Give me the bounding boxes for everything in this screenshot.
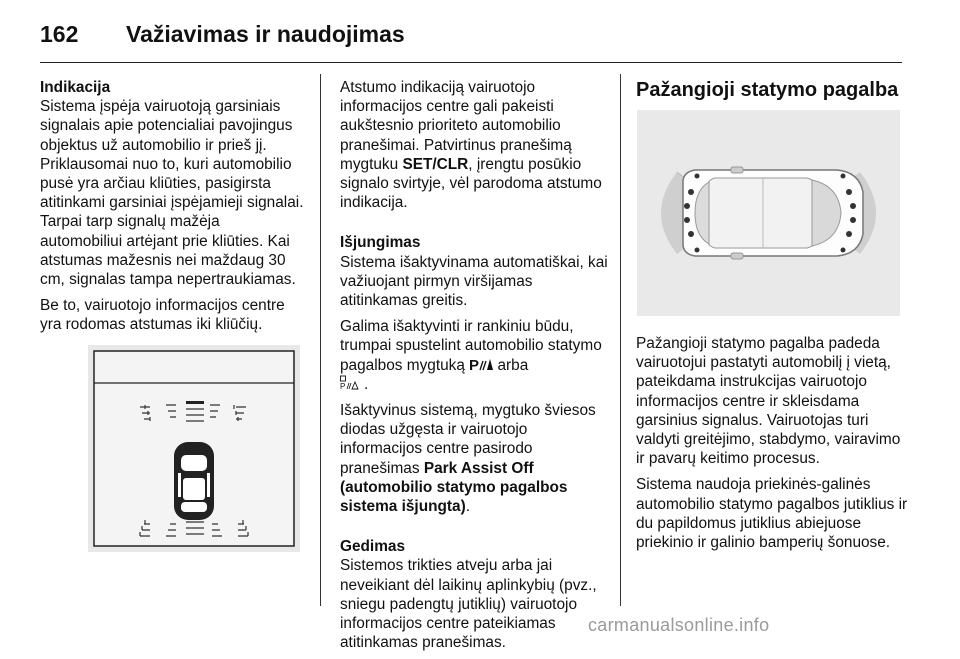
park-assist-off-button-icon: [340, 375, 364, 391]
heading-gedimas: Gedimas: [340, 538, 406, 556]
paragraph: Atstumo indikaciją vairuotojo informacijos centre gali pakeisti aukštesnio prioriteto automobilio pranešimai. Patvirtinus pranešimą mygtuku SET/CLR, įrengtu posūkio signalo svirtyje, vėl parodoma atstumo indikacija.: [340, 79, 602, 212]
advanced-park-assist-illustration: [637, 110, 900, 316]
column-3: [636, 78, 908, 109]
paragraph: Sistema įspėja vairuotoją garsiniais signalais apie potencialiai pavojingus objektus už automobilio ir prieš jį. Priklausomai nuo to, kuri automobilio pusė yra arčiau kliūties, pasigirsta atitinkami garsiniai įspėjamieji signalai. Tarpai tarp signalų mažėja automobiliui artėjant prie kliūties. Kai atstumas mažesnis nei maždaug 30 cm, signalas tampa nepertraukiamas.: [40, 98, 304, 289]
page-header: [40, 20, 902, 63]
column-divider: [320, 74, 321, 606]
paragraph: Sistema naudoja priekinės-galinės automobilio statymo pagalbos jutiklius ir du papildomus jutiklius abiejuose priekinio ir galinio bamperių šonuose.: [636, 476, 908, 552]
park-assist-button-icon: [469, 356, 493, 372]
column-3-text: [636, 334, 908, 559]
column-1: [40, 78, 305, 342]
paragraph: Pažangioji statymo pagalba padeda vairuotojui pastatyti automobilį į vietą, pateikdama instrukcijas vairuotojo informacijos centre ir skleisdama garsinius signalus. Vairuotojas turi valdyti greitėjimo, stabdymo, vairavimo ir pavarų keitimo procesus.: [636, 335, 901, 468]
paragraph: Be to, vairuotojo informacijos centre yra rodomas atstumas iki kliūčių.: [40, 297, 285, 334]
heading-indikacija: Indikacija: [40, 79, 111, 96]
paragraph: Galima išaktyvinti ir rankiniu būdu, trumpai spustelint automobilio statymo pagalbos mygtuką P arba P .: [340, 318, 602, 393]
svg-text:P: P: [469, 356, 480, 372]
heading-isjungimas: Išjungimas: [340, 234, 421, 252]
svg-text:P: P: [340, 381, 346, 391]
distance-display-illustration: [88, 345, 300, 552]
watermark: carmanualsonline.info: [588, 615, 770, 635]
section-title: Pažangioji statymo pagalba: [636, 79, 899, 101]
column-2: [340, 78, 610, 659]
page-title: Važiavimas ir naudojimas: [126, 21, 405, 47]
paragraph: Sistema išaktyvinama automatiškai, kai važiuojant pirmyn viršijamas atitinkamas greitis.: [340, 253, 608, 310]
column-divider: [620, 74, 621, 606]
page-number: 162: [40, 21, 79, 47]
paragraph: Sistemos trikties atveju arba jai neveikiant dėl laikinų aplinkybių (pvz., sniegu padengtų jutiklių) vairuotojo informacijos centre pateikiamas atitinkamas pranešimas.: [340, 557, 597, 652]
paragraph: Išaktyvinus sistemą, mygtuko šviesos diodas užgęsta ir vairuotojo informacijos centre pasirodo pranešimas Park Assist Off (automobilio statymo pagalbos sistema išjungta).: [340, 402, 596, 516]
